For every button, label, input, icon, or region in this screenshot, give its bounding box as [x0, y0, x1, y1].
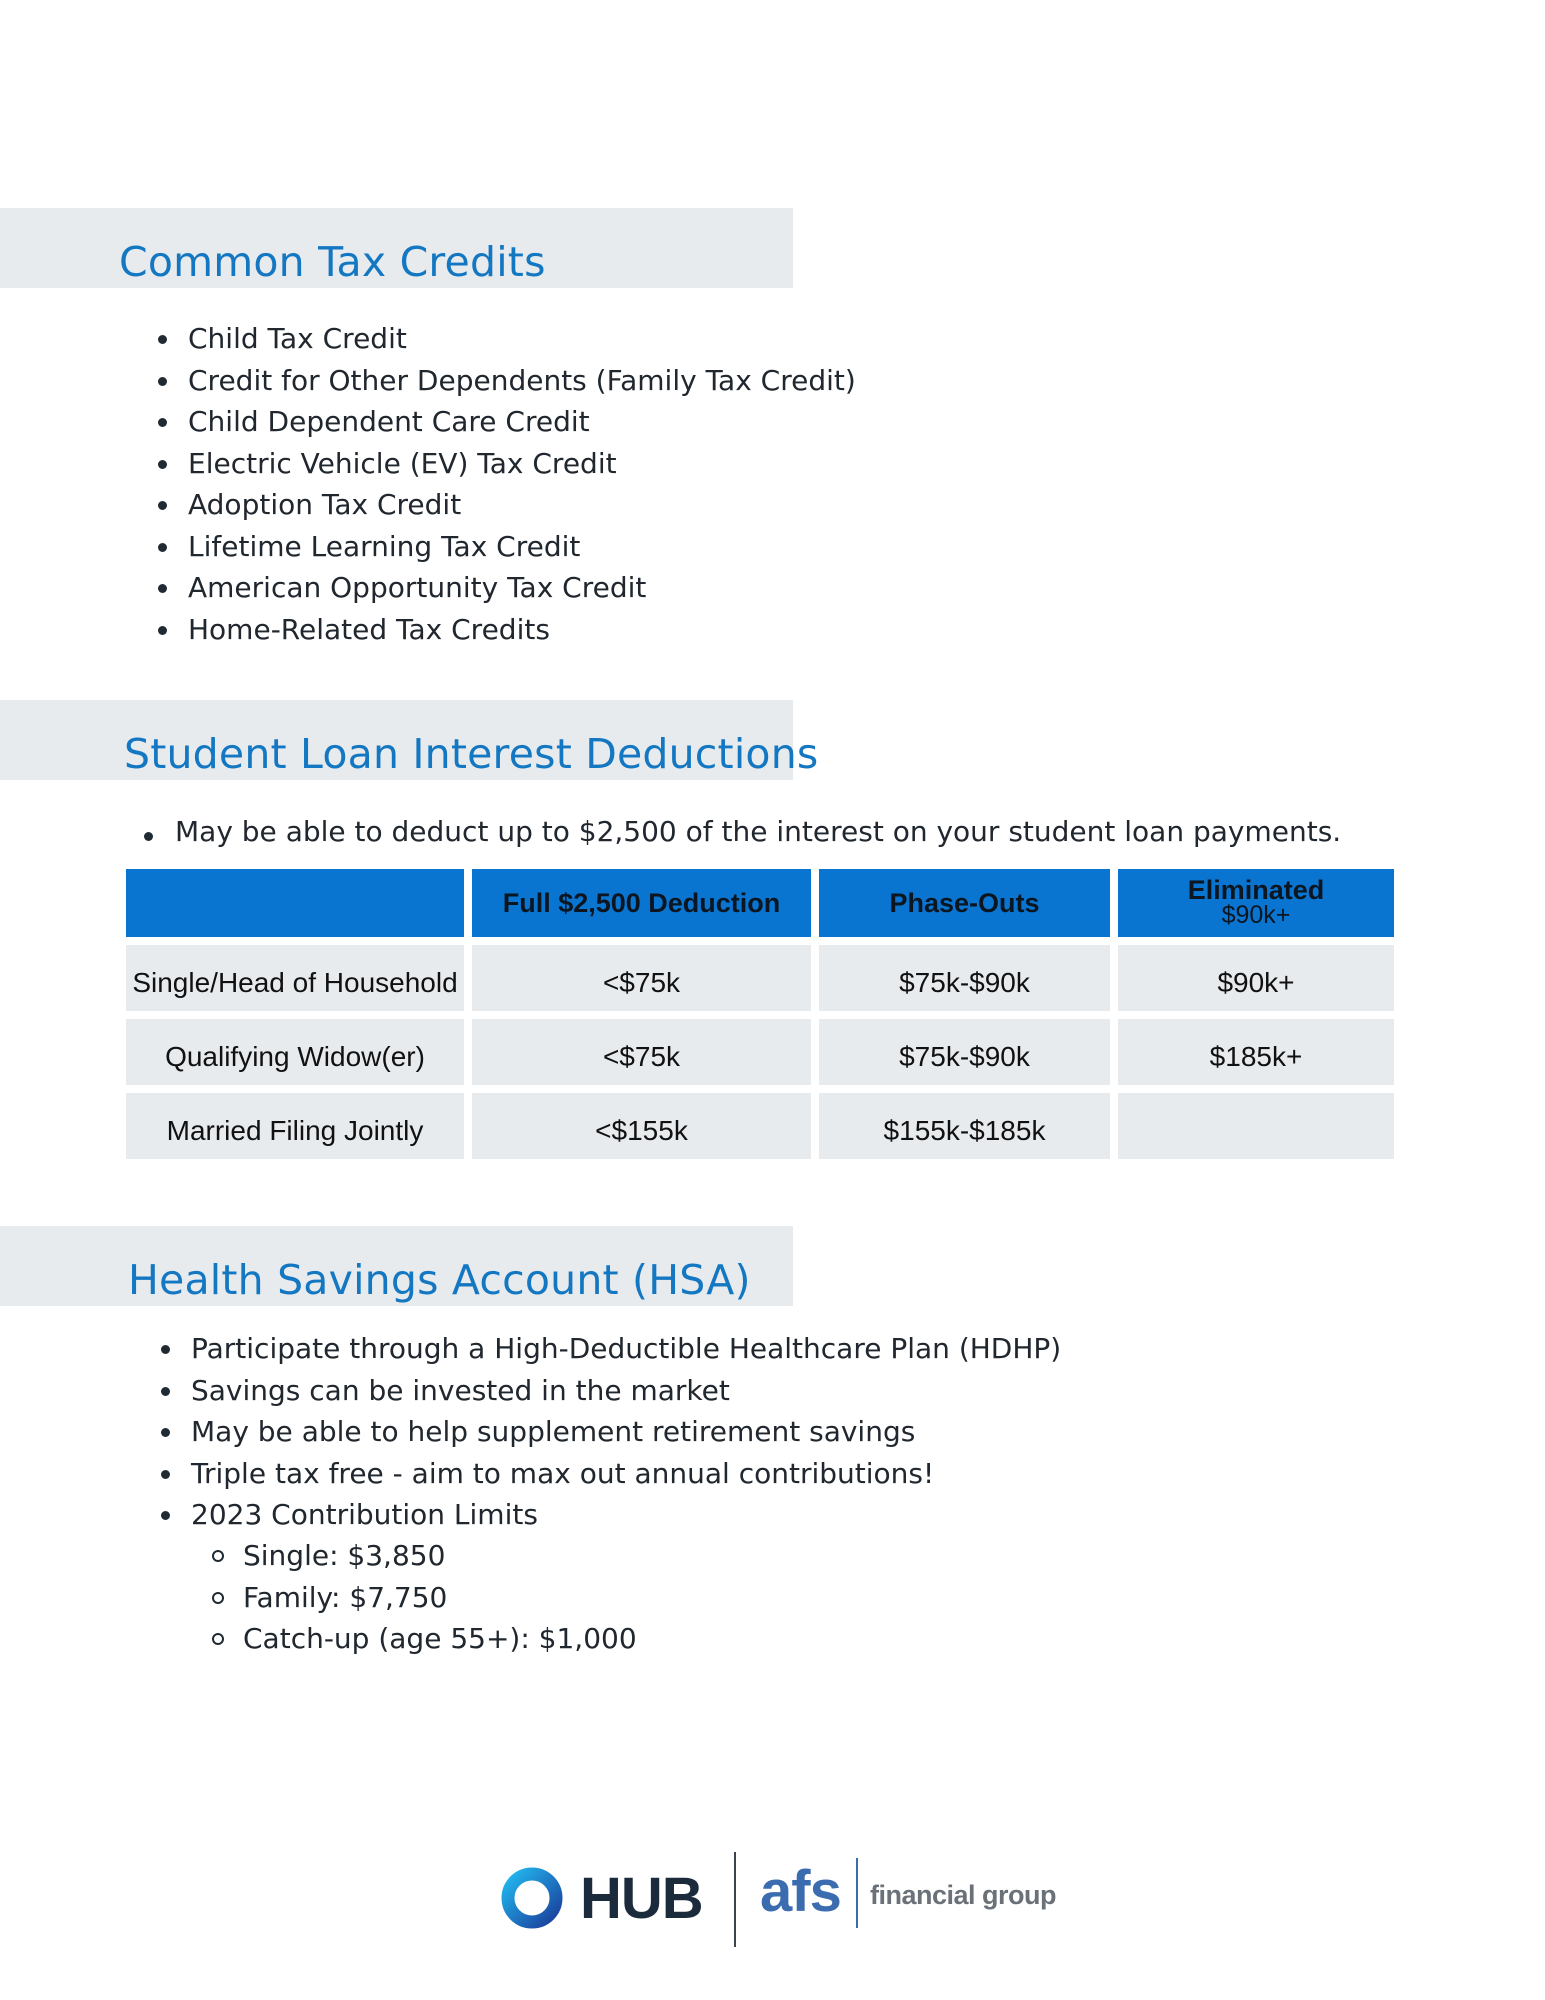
- hsa-title: Health Savings Account (HSA): [128, 1256, 751, 1304]
- table-cell: [1118, 1093, 1394, 1159]
- table-cell: $75k-$90k: [819, 1019, 1110, 1085]
- table-row-label: Married Filing Jointly: [126, 1093, 464, 1159]
- table-cell: $75k-$90k: [819, 945, 1110, 1011]
- hsa-list: [191, 1328, 1061, 1536]
- table-row-label: Single/Head of Household: [126, 945, 464, 1011]
- table-row-label: Qualifying Widow(er): [126, 1019, 464, 1085]
- list-item: Child Tax Credit: [188, 318, 856, 360]
- list-item: Child Dependent Care Credit: [188, 401, 856, 443]
- table-cell: $90k+: [1118, 945, 1394, 1011]
- hsa-contribution-limits-list: [243, 1535, 637, 1660]
- tax-credits-list: [188, 318, 856, 650]
- afs-logo-divider: [856, 1858, 858, 1928]
- table-cell: <$75k: [472, 1019, 811, 1085]
- list-item: May be able to help supplement retirement savings: [191, 1411, 1061, 1453]
- table-header-cell-empty: [126, 869, 464, 937]
- list-item: Home-Related Tax Credits: [188, 609, 856, 651]
- list-item: Electric Vehicle (EV) Tax Credit: [188, 443, 856, 485]
- table-cell: <$155k: [472, 1093, 811, 1159]
- table-header-eliminated-label: Eliminated: [1187, 875, 1325, 905]
- tax-credits-title: Common Tax Credits: [119, 238, 546, 286]
- list-item: Single: $3,850: [243, 1535, 637, 1577]
- student-loan-note: May be able to deduct up to $2,500 of the interest on your student loan payments.: [175, 815, 1342, 848]
- list-item: Adoption Tax Credit: [188, 484, 856, 526]
- list-item: 2023 Contribution Limits: [191, 1494, 1061, 1536]
- list-item: Credit for Other Dependents (Family Tax Credit): [188, 360, 856, 402]
- financial-group-logo-text: financial group: [870, 1880, 1057, 1910]
- hub-logo-text: HUB: [580, 1866, 703, 1931]
- list-item: Lifetime Learning Tax Credit: [188, 526, 856, 568]
- afs-logo-text: afs: [760, 1859, 841, 1924]
- table-cell: $155k-$185k: [819, 1093, 1110, 1159]
- table-cell: <$75k: [472, 945, 811, 1011]
- student-loan-title: Student Loan Interest Deductions: [124, 730, 819, 778]
- logo-divider: [734, 1852, 736, 1947]
- list-item: Catch-up (age 55+): $1,000: [243, 1618, 637, 1660]
- table-header-eliminated-subline: $90k+: [1221, 901, 1291, 929]
- table-header-eliminated: [1118, 869, 1394, 937]
- list-item: Savings can be invested in the market: [191, 1370, 1061, 1412]
- table-header-full-deduction: Full $2,500 Deduction: [472, 869, 811, 937]
- list-item: Participate through a High-Deductible Healthcare Plan (HDHP): [191, 1328, 1061, 1370]
- list-item: American Opportunity Tax Credit: [188, 567, 856, 609]
- hub-logo-ring-icon: [500, 1866, 564, 1930]
- list-item: Family: $7,750: [243, 1577, 637, 1619]
- table-cell: $185k+: [1118, 1019, 1394, 1085]
- table-header-phase-outs: Phase-Outs: [819, 869, 1110, 937]
- list-item: Triple tax free - aim to max out annual contributions!: [191, 1453, 1061, 1495]
